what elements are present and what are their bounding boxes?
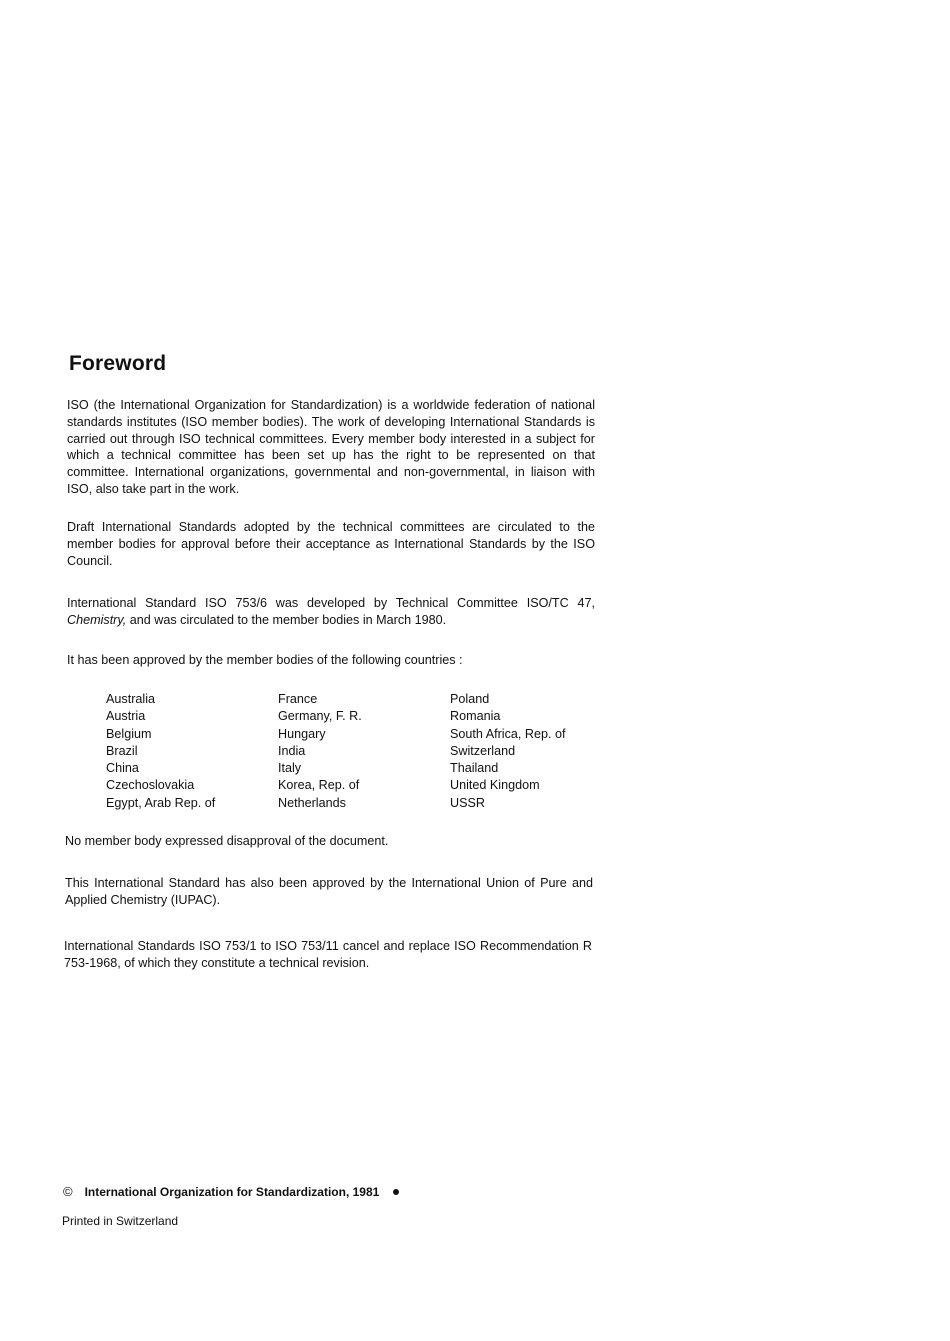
- country-item: Korea, Rep. of: [278, 778, 360, 793]
- country-item: Germany, F. R.: [278, 709, 362, 724]
- paragraph-revision-note: International Standards ISO 753/1 to ISO 753/11 cancel and replace ISO Recommendation R 753-1968, of which they constitute a technical revision.: [64, 939, 592, 970]
- paragraph-iso-federation: ISO (the International Organization for Standardization) is a worldwide federation of national standards institutes (ISO member bodies). The work of developing International Standards is carried out through ISO technical committees. Every member body interested in a subject for which a technical committee has been set up has the right to be represented on that committee. International organizations, governmental and non-governmental, in liaison with ISO, also take part in the work.: [67, 398, 595, 496]
- country-item: Italy: [278, 761, 302, 776]
- committee-name: Chemistry,: [67, 612, 127, 627]
- country-item: Brazil: [106, 743, 138, 758]
- paragraph-no-disapproval: No member body expressed disapproval of the document.: [65, 834, 389, 848]
- copyright-line: [63, 1184, 399, 1199]
- country-item: China: [106, 761, 139, 776]
- page-title: Foreword: [69, 352, 167, 375]
- country-column-2: [278, 691, 362, 812]
- country-column-3: [450, 691, 566, 812]
- country-item: Romania: [450, 709, 501, 724]
- circulation-text: and was circulated to the member bodies in March 1980.: [129, 612, 447, 627]
- paragraph-standard-development: [67, 595, 595, 629]
- country-item: Switzerland: [450, 743, 516, 758]
- country-item: Poland: [450, 692, 490, 706]
- country-item: South Africa, Rep. of: [450, 726, 566, 741]
- country-item: France: [278, 692, 318, 706]
- copyright-icon: ©: [63, 1184, 73, 1199]
- country-item: Czechoslovakia: [106, 778, 195, 793]
- country-item: USSR: [450, 795, 485, 810]
- paragraph-draft-standards: Draft International Standards adopted by the technical committees are circulated to the member bodies for approval before their acceptance as International Standards by the ISO Council.: [67, 520, 595, 568]
- country-item: Thailand: [450, 761, 499, 776]
- country-item: Austria: [106, 709, 146, 724]
- country-column-1: [106, 691, 215, 812]
- printed-location: Printed in Switzerland: [62, 1214, 179, 1228]
- development-text: International Standard ISO 753/6 was developed by Technical Committee ISO/TC 47,: [67, 596, 595, 610]
- country-item: Belgium: [106, 726, 152, 741]
- country-item: Hungary: [278, 726, 326, 741]
- bullet-icon: [393, 1189, 399, 1195]
- copyright-text: International Organization for Standardization, 1981: [84, 1184, 380, 1199]
- country-item: United Kingdom: [450, 778, 540, 793]
- country-item: Egypt, Arab Rep. of: [106, 795, 216, 810]
- country-item: Australia: [106, 692, 155, 706]
- approving-countries-list: [106, 691, 606, 816]
- country-item: Netherlands: [278, 795, 346, 810]
- country-item: India: [278, 743, 306, 758]
- paragraph-iupac-approval: This International Standard has also been approved by the International Union of Pure and Applied Chemistry (IUPAC).: [65, 876, 593, 907]
- paragraph-approval-intro: It has been approved by the member bodies of the following countries :: [67, 653, 463, 667]
